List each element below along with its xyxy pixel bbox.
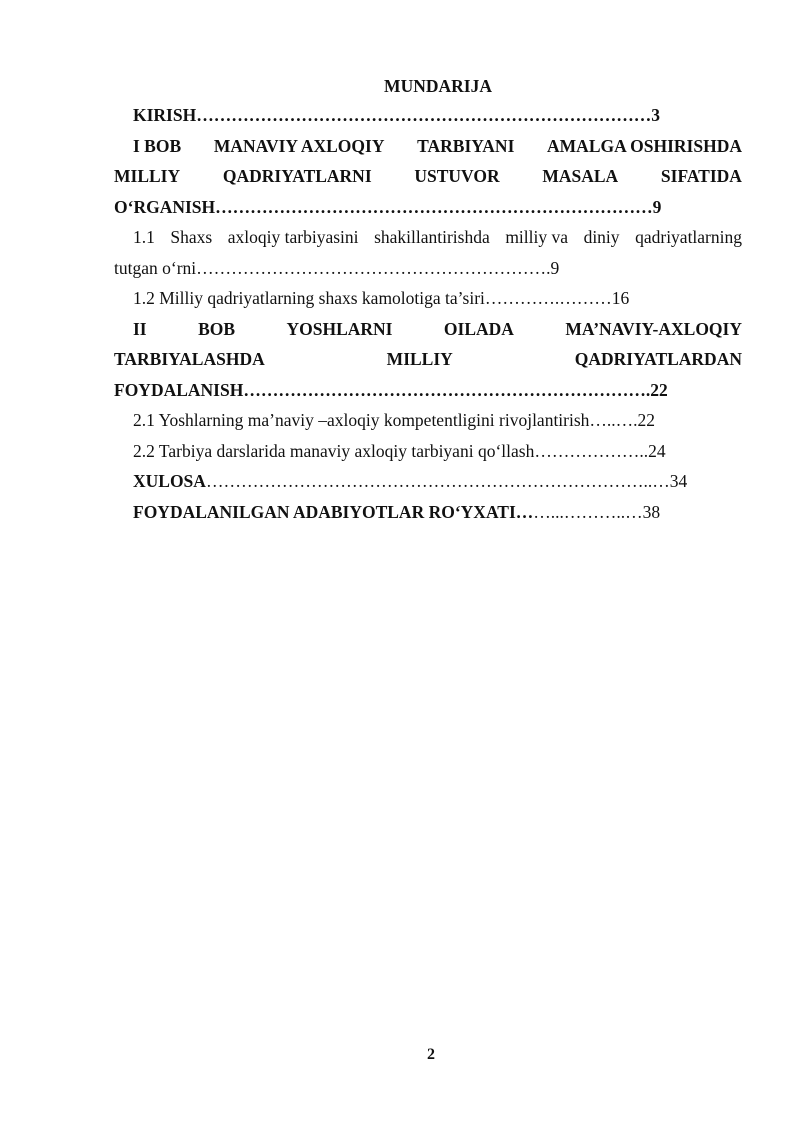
toc-entry-bob1-line2	[114, 161, 742, 192]
toc-word: OILADA	[443, 318, 514, 339]
toc-word: I BOB	[133, 135, 182, 156]
toc-entry-1-1-line1	[114, 222, 742, 253]
toc-word: axloqiy tarbiyasini	[227, 227, 359, 247]
toc-entry-bob2-line2	[114, 344, 742, 375]
toc-word: BOB	[198, 318, 236, 339]
toc-word: MILLIY	[386, 349, 453, 369]
toc-entry-leader: …………………………………………………………………..…34	[205, 471, 688, 491]
toc-entry-label: XULOSA	[133, 471, 206, 491]
toc-word: diniy	[583, 227, 620, 247]
toc-word: milliy va	[505, 227, 569, 247]
page-title: MUNDARIJA	[384, 76, 492, 96]
toc-word: qadriyatlarning	[635, 227, 742, 247]
toc-word: MA’NAVIY-AXLOQIY	[565, 318, 742, 339]
toc-entry-bob2-line1	[114, 314, 742, 345]
toc-word: QADRIYATLARDAN	[574, 349, 742, 369]
toc-entry-leader: …...………..…38	[533, 501, 661, 522]
toc-word: 1.1	[133, 227, 155, 247]
toc-entry-bob2-line3: FOYDALANISH…………………………………………………………….22	[114, 379, 668, 400]
toc-word: MANAVIY AXLOQIY	[213, 135, 385, 156]
toc-word: II	[133, 318, 147, 339]
toc-word: shakillantirishda	[374, 227, 490, 247]
toc-entry-2-1: 2.1 Yoshlarning ma’naviy –axloqiy kompetentligini rivojlantirish…..….22	[133, 410, 656, 430]
table-of-contents	[114, 100, 742, 527]
toc-word: USTUVOR	[414, 166, 500, 186]
toc-entry-adabiyotlar	[114, 497, 742, 528]
page-number: 2	[427, 1046, 435, 1063]
toc-word: AMALGA OSHIRISHDA	[547, 135, 742, 156]
toc-word: MASALA	[542, 166, 619, 186]
toc-entry-1-2: 1.2 Milliy qadriyatlarning shaxs kamolotiga ta’siri………….………16	[133, 288, 630, 308]
toc-word: Shaxs	[170, 227, 213, 247]
toc-word: SIFATIDA	[660, 166, 742, 186]
toc-entry-2-2: 2.2 Tarbiya darslarida manaviy axloqiy tarbiyani qo‘llash………………..24	[133, 440, 666, 461]
toc-word: TARBIYANI	[417, 135, 515, 156]
toc-entry-1-1-line2: tutgan o‘rni…………………………………………………….9	[114, 257, 560, 278]
toc-entry-bob1-line3: O‘RGANISH…………………………………………………………………9	[114, 196, 662, 217]
toc-entry-kirish: KIRISH……………………………………………………………………3	[133, 105, 660, 125]
toc-entry-bob1-line1	[114, 131, 742, 162]
toc-word: MILLIY	[114, 166, 181, 186]
toc-entry-xulosa	[114, 466, 742, 497]
toc-word: YOSHLARNI	[286, 318, 393, 339]
toc-word: QADRIYATLARNI	[222, 166, 372, 186]
toc-word: TARBIYALASHDA	[114, 349, 265, 369]
toc-entry-label: FOYDALANILGAN ADABIYOTLAR RO‘YXATI…	[133, 501, 534, 522]
